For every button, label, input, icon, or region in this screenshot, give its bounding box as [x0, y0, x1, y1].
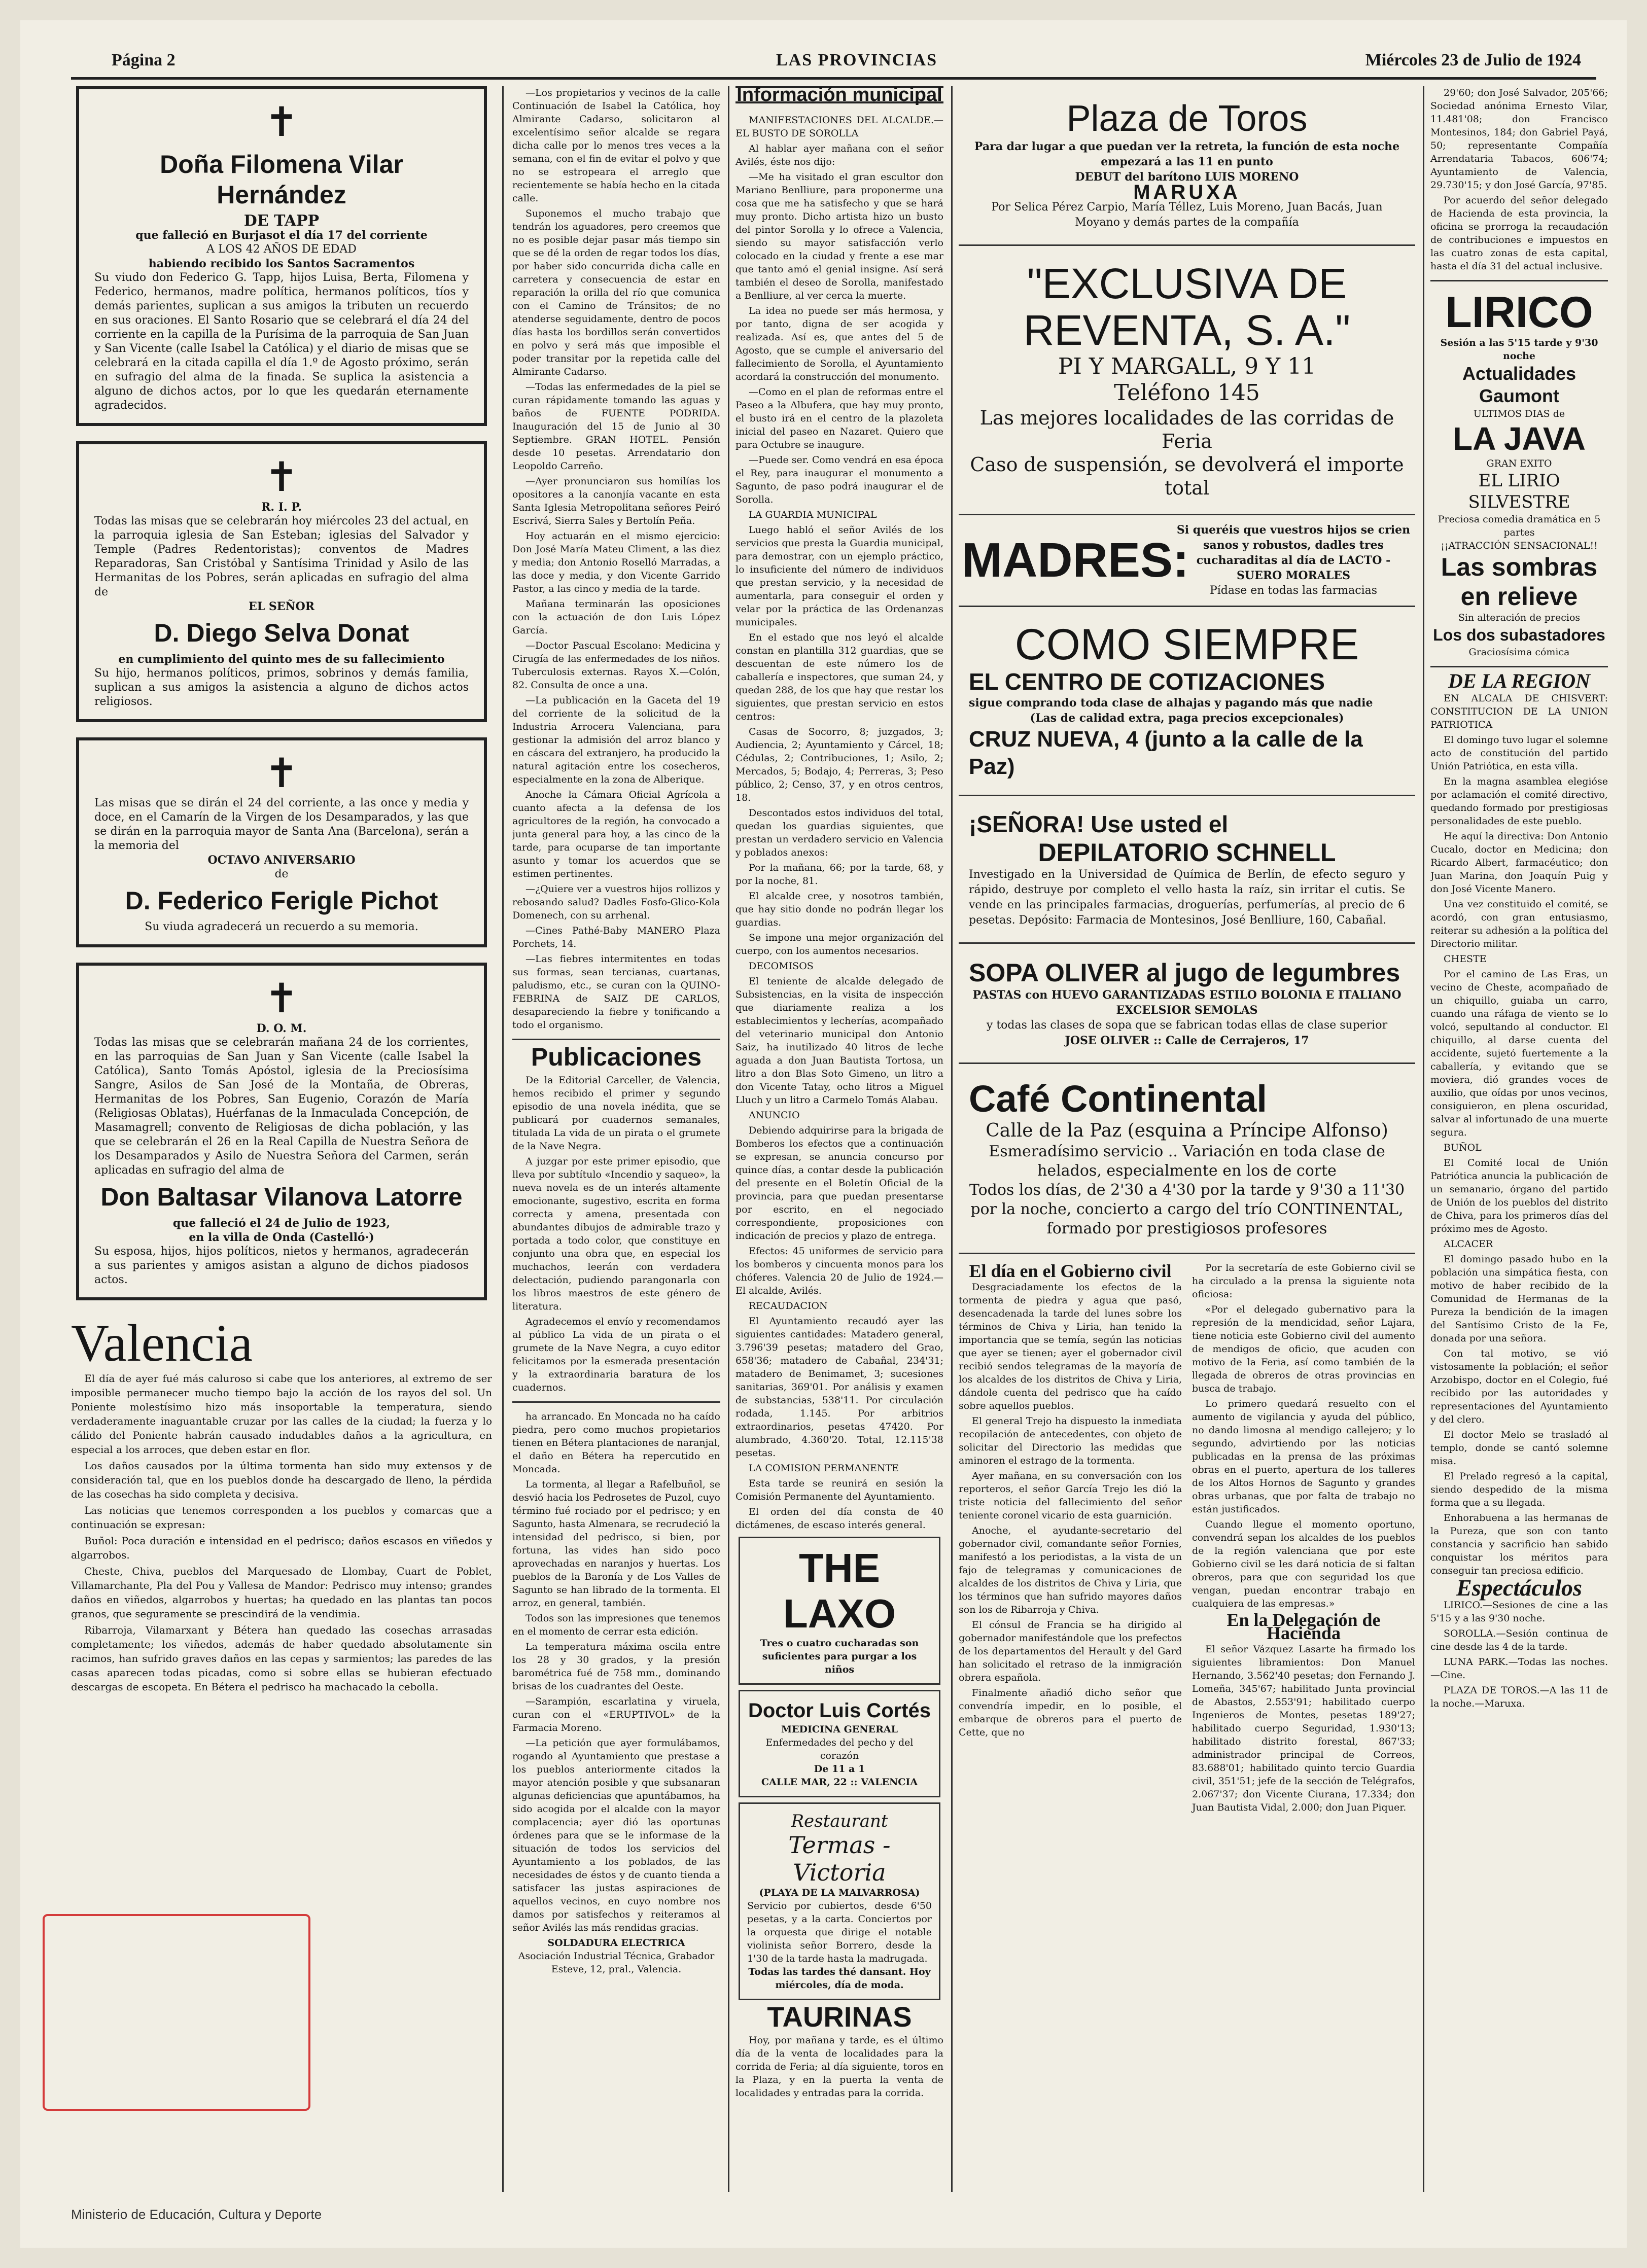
- lirico-last-days: ULTIMOS DIAS de: [1473, 408, 1565, 419]
- publicaciones-title: Publicaciones: [531, 1043, 702, 1071]
- obituary-vilanova: [76, 963, 487, 1300]
- news-paragraph: —Doctor Pascual Escolano: Medicina y Cirugía de las enfermedades de los niños. Tuberculosis externas. Rayos X.—Colón, 82. Consulta de once a una.: [512, 640, 720, 691]
- gobierno-paragraph: Anoche, el ayudante-secretario del gobernador civil, comandante señor Fornies, manifestó a los periodistas, a la vista de un fajo de telegramas y comunicaciones de alcaldes de los distritos de Chiva y Liria, que los términos que han sufrido mayores daños son los de Ribarroja y Chiva.: [959, 1525, 1182, 1615]
- sopa-text: PASTAS con HUEVO GARANTIZADAS ESTILO BOLONIA E ITALIANO EXCELSIOR SEMOLAS: [972, 988, 1401, 1017]
- municipal-subhead: DECOMISOS: [749, 961, 814, 972]
- lirico-film-3: Las sombras en relieve: [1441, 553, 1598, 611]
- newspaper-page: [20, 20, 1627, 2248]
- municipal-paragraph: —Me ha visitado el gran escultor don Mariano Benlliure, para proponerme una cosa que me ha satisfecho y que se hará muy pronto. Dicho artista hizo un busto del pintor Sorolla y lo ofrece a Valencia, siendo su mayor satisfacción verlo colocado en la ciudad y frente a ese mar que tanto amó el genial insigne. Así será también el deseo de Sorolla, manifestado a Benlliure, al ver cerca la muerte.: [735, 171, 943, 301]
- municipal-paragraph: —Como en el plan de reformas entre el Paseo a la Albufera, que hay muy pronto, el busto irá en el centro de la plazoleta inicial del paseo en Nazaret. Quiero que para Octubre se inaugure.: [735, 386, 943, 450]
- news-paragraph: —Ayer pronunciaron sus homilías los opositores a la canonjía vacante en esta Santa Iglesia Metropolitana señores Peiró Escrivá, Sierra Sales y Bertolín Peña.: [512, 476, 720, 526]
- obituary-title: EL SEÑOR: [248, 600, 315, 613]
- exclusiva-ad: [962, 253, 1412, 507]
- municipal-paragraph: El teniente de alcalde delegado de Subsistencias, en la visita de inspección que diariamente realiza a los establecimientos y lecherías, acompañado del veterinario municipal don Antonio Saiz, ha inutilizado 40 litros de leche aguada a don Juan Bautista Tortosa, un litro a don Blas Soto Gimeno, un litro a don Vicente Tatay, ocho litros a Miguel Lluch y un litro a Carmelo Tomás Alabau.: [735, 976, 943, 1106]
- gobierno-paragraph: El cónsul de Francia se ha dirigido al gobernador manifestándole que los prefectos de los departamentos del Herault y del Gard han solicitado el retraso de la inmigración obrera española.: [959, 1619, 1182, 1683]
- gobierno-paragraph: Lo primero quedará resuelto con el aumento de vigilancia y ayuda del público, no dando limosna al mendigo callejero; y lo segundo, advirtiendo por las noticias publicadas en la prensa de las próximas obras en el puerto, apertura de los talleres de los Altos Hornos de Sagunto y grandes obras urbanas, que por falta de trabajo no están justificados.: [1192, 1398, 1415, 1515]
- obituary-de: de: [274, 868, 289, 880]
- municipal-subhead: LA COMISION PERMANENTE: [749, 1463, 899, 1474]
- restaurant-text-2: Todas las tardes thé dansant. Hoy miércoles, día de moda.: [748, 1966, 931, 1991]
- obituary-text: Todas las misas que se celebrarán hoy miércoles 23 del actual, en la parroquia iglesia de San Esteban; iglesias del Salvador y Temple (Padres Redentoristas); conventos de Madres Reparadoras, San Cristóbal y Santísima Trinidad y Asilo de las Hermanitas de los Pobres, serán aplicadas en sufragio del alma de: [94, 515, 469, 598]
- doctor-hours: De 11 a 1: [814, 1763, 865, 1775]
- ad-rule: [959, 795, 1415, 796]
- obituary-vilar: [76, 86, 487, 426]
- exclusiva-title-2: REVENTA, S. A.": [1023, 306, 1351, 354]
- obituary-text: Las misas que se dirán el 24 del corriente, a las once y media y doce, en el Camarín de la Virgen de los Desamparados, y las que se dirán en la parroquia mayor de Santa Ana (Barcelona), serán a la memoria del: [94, 797, 469, 852]
- restaurant-name: Termas - Victoria: [788, 1831, 891, 1886]
- madres-text-2: Pídase en todas las farmacias: [1209, 584, 1378, 597]
- municipal-subhead: LA GUARDIA MUNICIPAL: [749, 509, 877, 520]
- newspaper-name: LAS PROVINCIAS: [776, 51, 937, 69]
- valencia-paragraph: Las noticias que tenemos corresponden a los pueblos y comarcas que a continuación se expresan:: [71, 1504, 492, 1531]
- depilatorio-text: Investigado en la Universidad de Química de Berlín, de efecto seguro y rápido, destruye por completo el vello hasta la raíz, sin irritar el cutis. Se vende en las principales farmacias, droguerías, perfumerías, al precio de 6 pesetas. Depósito: Farmacia de Montesinos, José Benlliure, 160, Cabañal.: [969, 868, 1405, 927]
- lirico-success: GRAN EXITO: [1486, 458, 1552, 469]
- news-paragraph: —Sarampión, escarlatina y viruela, curan con el «ERUPTIVOL» de la Farmacia Moreno.: [512, 1696, 720, 1733]
- obituary-name: Don Baltasar Vilanova Latorre: [100, 1183, 463, 1211]
- obituary-name: Doña Filomena Vilar Hernández: [160, 150, 403, 209]
- obituary-place: en la villa de Onda (Castelló·): [189, 1231, 374, 1244]
- ad-rule: [959, 514, 1415, 515]
- obituary-text: Su viudo don Federico G. Tapp, hijos Luisa, Berta, Filomena y Federico, hermanos, madre política, hermanos políticos, tíos y demás parientes, suplican a sus amigos la tributen un recuerdo en sus oraciones. El Santo Rosario que se celebrará el día 24 del corriente en la capilla de la Purísima de la parroquia de San Juan y San Vicente (calle Isabel la Católica) y el diario de misas que se celebrará en la citada capilla el día 1.º de Agosto próximo, serán en sufragio del alma de la finada. Se suplica la asistencia a alguno de dichos actos, por lo que les quedarán eternamente agradecidos.: [94, 271, 469, 412]
- lirico-prices: Sin alteración de precios: [1458, 612, 1581, 623]
- lirico-film-2-desc: Preciosa comedia dramática en 5 partes: [1438, 514, 1601, 538]
- obituary-subname: DE TAPP: [243, 212, 320, 230]
- doctor-text: Enfermedades del pecho y del corazón: [765, 1737, 914, 1761]
- sopa-text-2: y todas las clases de sopa que se fabrican todas ellas de clase superior: [986, 1019, 1388, 1032]
- municipal-paragraph: Debiendo adquirirse para la brigada de Bomberos los efectos que a continuación se expresan, se anuncia concurso por quince días, a contar desde la publicación del presente en el Boletín Oficial de la provincia, para que puedan presentarse por escrito, en el negociado correspondiente, proposiciones con indicación de precios y plazo de entrega.: [735, 1125, 943, 1242]
- espectaculo-item: PLAZA DE TOROS.—A las 11 de la noche.—Maruxa.: [1430, 1685, 1608, 1709]
- news-paragraph: Todos son las impresiones que tenemos en el momento de cerrar esta edición.: [512, 1613, 720, 1637]
- ad-rule: [959, 244, 1415, 246]
- region-paragraph: He aquí la directiva: Don Antonio Cucalo, doctor en Medicina; don Ricardo Albert, farmacéutico; don Juan Marina, don Joaquín Puig y don José Vicente Manero.: [1430, 831, 1608, 895]
- obituary-sacraments: habiendo recibido los Santos Sacramentos: [148, 257, 415, 270]
- como-text: sigue comprando toda clase de alhajas y pagando más que nadie: [969, 696, 1373, 710]
- como-text-2: (Las de calidad extra, paga precios excepcionales): [1030, 712, 1344, 725]
- obituary-month: en cumplimiento del quinto mes de su fallecimiento: [118, 653, 445, 666]
- espectaculo-item: LIRICO.—Sesiones de cine a las 5'15 y a las 9'30 noche.: [1430, 1600, 1608, 1624]
- region-paragraph: En la magna asamblea elegióse por aclamación el comité directivo, quedando formado por prestigiosas personalidades de este pueblo.: [1430, 776, 1608, 827]
- hacienda-title: En la Delegación de Hacienda: [1227, 1610, 1381, 1643]
- laxo-title: THE LAXO: [783, 1545, 896, 1636]
- espectaculos-title: Espectáculos: [1456, 1575, 1582, 1601]
- section-rule: [512, 1401, 720, 1403]
- gobierno-paragraph: Por la secretaría de este Gobierno civil se ha circulado a la prensa la siguiente nota oficiosa:: [1192, 1262, 1415, 1300]
- news-paragraph: —Las fiebres intermitentes en todas sus formas, sean tercianas, cuartanas, paludismo, etc., se curan con la QUINO-FEBRINA de SAIZ DE CARLOS, desapareciendo la fiebre y tonificando a todo el organismo.: [512, 953, 720, 1031]
- news-paragraph: —La publicación en la Gaceta del 19 del corriente de la solicitud de la Industria Arrocera Valenciana, para gestionar la admisión del arroz blanco y en cáscara del extranjero, ha producido la natural agitación entre los cosecheros, especialmente en la zona de Alberique.: [512, 695, 720, 785]
- municipal-subhead: RECAUDACION: [749, 1300, 828, 1312]
- como-subtitle: EL CENTRO DE COTIZACIONES: [969, 668, 1325, 695]
- plaza-text: Para dar lugar a que puedan ver la retreta, la función de esta noche empezará a las 11 en punto: [974, 140, 1400, 168]
- region-paragraph: Con tal motivo, se vió vistosamente la población; el señor Arzobispo, doctor en el Colegio, fué recibido por las autoridades y representaciones del Ayuntamiento y del clero.: [1430, 1348, 1608, 1425]
- obituary-died: que falleció el 24 de Julio de 1923,: [172, 1217, 391, 1230]
- espectaculo-item: LUNA PARK.—Todas las noches.—Cine.: [1430, 1656, 1608, 1681]
- cross-icon: ✝: [264, 750, 299, 797]
- restaurant-label: Restaurant: [791, 1811, 888, 1831]
- column-obituaries: [71, 86, 492, 2192]
- gobierno-paragraph: «Por el delegado gubernativo para la represión de la mendicidad, señor Lajara, tiene noticia este Gobierno civil del aumento de mendigos de oficio, que acuden con motivo de la Feria, así como también de la llegada de obreros de otras provincias en busca de trabajo.: [1192, 1304, 1415, 1394]
- news-paragraph: ha arrancado. En Moncada no ha caído piedra, pero como muchos propietarios tienen en Bétera plantaciones de naranjal, el daño en Bétera ha repercutido en Moncada.: [512, 1411, 720, 1475]
- ad-rule: [959, 1253, 1415, 1254]
- taurinas-paragraph: Hoy, por mañana y tarde, es el último día de la venta de localidades para la corrida de Feria; al día siguiente, toros en la Plaza, y en la puerta la venta de localidades y entradas para la corrida.: [735, 2035, 943, 2099]
- taurinas-title: TAURINAS: [767, 2001, 912, 2033]
- news-paragraph: —La petición que ayer formulábamos, rogando al Ayuntamiento que prestase a los pueblos anteriormente citados la mayor atención posible y que subsanaran algunas deficiencias que apuntábamos, ha sido acogida por el alcalde con la mayor complacencia; ayer dió las oportunas órdenes para que se le informase de la situación de todos los servicios del Ayuntamiento a los poblados, de las necesidades de éstos y de cuanto tienda a satisfacer las justas aspiraciones de aquellos vecinos, en cuyo nombre nos damos por satisfechos y reiteramos al señor Avilés las más rendidas gracias.: [512, 1738, 720, 1933]
- hacienda-paragraph: El señor Vázquez Lasarte ha firmado los siguientes libramientos: Don Manuel Hernando, 3.562'40 pesetas; don Fernando J. Lomeña, 345'67; habilitado Junta provincial de Abastos, 2.553'91; habilitado cuerpo Ingenieros de Montes, pesetas 189'27; habilitado cuerpo Seguridad, 1.930'13; habilitado distrito forestal, 867'33; administrador principal de Correos, 83.688'01; habilitado quinto tercio Guardia civil, 351'51; jefe de la sección de Telégrafos, 2.067'37; don Vicente Ciurana, 17.334; don Juan Bautista Vidal, 2.000; don Juan Piquer.: [1192, 1644, 1415, 1813]
- region-paragraph: Enhorabuena a las hermanas de la Pureza, que son con tanto constancia y sacrificio han sabido conquistar los méritos para conseguir tan preciosa edificio.: [1430, 1512, 1608, 1576]
- soldadura-ad-text: Asociación Industrial Técnica, Grabador Esteve, 12, pral., Valencia.: [518, 1951, 715, 1975]
- news-paragraph: Suponemos el mucho trabajo que tendrán los aguadores, pero creemos que no es posible dejar pasar más tiempo sin que se dé la orden de regar todos los días, por haber sido concurrida dicha calle en carretera y consecuencia de estar en reparación la orilla del río que comunica con el Camino de Tránsitos; de no atenderse seguidamente, dentro de pocos días hasta los bordillos serán convertidos en polvo y será más que imposible el poder transitar por la repetida calle del Almirante Cadarso.: [512, 208, 720, 377]
- obituary-age: A LOS 42 AÑOS DE EDAD: [206, 243, 357, 256]
- valencia-paragraph: Los daños causados por la última tormenta han sido muy extensos y de consideración tal, que en los pueblos donde ha descargado de lleno, la pérdida de las cosechas ha sido completa y decisiva.: [71, 1460, 492, 1500]
- valencia-paragraph: Buñol: Poca duración e intensidad en el pedrisco; daños escasos en viñedos y algarrobos.: [71, 1535, 492, 1561]
- soldadura-ad-title: SOLDADURA ELECTRICA: [547, 1937, 685, 1948]
- sopa-address: JOSE OLIVER :: Calle de Cerrajeros, 17: [1065, 1034, 1309, 1047]
- municipal-paragraph: El Ayuntamiento recaudó ayer las siguientes cantidades: Matadero general, 3.796'39 pesetas; matadero del Grao, 658'36; matadero de Cabañal, 234'31; matadero de Benimamet, 3; sucesiones sanitarias, 369'01. Por análisis y examen de substancias, 538'11. Por circulación rodada, 1.145. Por arbitrios extraordinarios, pesetas 47420. Por alumbrado, 4.360'20. Total, 12.115'38 pesetas.: [735, 1316, 943, 1459]
- region-subhead: BUÑOL: [1444, 1142, 1482, 1153]
- region-paragraph: Por el camino de Las Eras, un vecino de Cheste, acompañado de un chiquillo, guiaba un carro, cuando una ráfaga de viento se lo volcó, sepultando al conductor. El chiquillo, al darse cuenta del accidente, sujetó fuertemente a la caballería, y evitando que se moviera, dió grandes voces de auxilio, que oídas por unos vecinos, consiguieron, en plena oscuridad, salvar al infortunado de una muerte segura.: [1430, 969, 1608, 1138]
- gobierno-title: El día en el Gobierno civil: [969, 1261, 1172, 1281]
- gobierno-paragraph: El general Trejo ha dispuesto la inmediata recopilación de antecedentes, con objeto de solicitar del Directorio las medidas que aminoren el estrago de la tormenta.: [959, 1415, 1182, 1466]
- restaurant-ad: [739, 1802, 940, 2000]
- sopa-title: SOPA OLIVER al jugo de legumbres: [969, 959, 1400, 987]
- exclusiva-text: Las mejores localidades de las corridas de Feria: [979, 407, 1394, 452]
- gobierno-paragraph: Finalmente añadió dicho señor que convendría impedir, en lo posible, el embarque de obreros para el puerto de Cette, que no: [959, 1687, 1182, 1738]
- lirico-film-4: Los dos subastadores: [1433, 626, 1605, 644]
- municipal-paragraph: En el estado que nos leyó el alcalde constan en plantilla 312 guardias, que se descuentan de este número los de caballería e inspectores, que suman 24, y quedan 288, de los que hay que restar los siguientes, que prestan servicio en estos centros:: [735, 632, 943, 722]
- gobierno-paragraph: Cuando llegue el momento oportuno, convendrá sepan los alcaldes de los pueblos de la región valenciana que por este Gobierno civil se les dará noticia de si faltan obreros, para que con seguridad los que vengan, puedan encontrar trabajo en cualquiera de las empresas.»: [1192, 1519, 1415, 1609]
- cross-icon: ✝: [264, 975, 299, 1022]
- plaza-show: MARUXA: [1133, 181, 1241, 203]
- municipal-paragraph: Se impone una mejor organización del cuerpo, con los aumentos necesarios.: [735, 932, 943, 956]
- hacienda-continued-2: Por acuerdo del señor delegado de Hacienda de esta provincia, la oficina se prorroga la recaudación de contribuciones e impuestos en las cuatro zonas de esta capital, hasta el día 31 del actual inclusive.: [1430, 195, 1608, 272]
- news-paragraph: Hoy actuarán en el mismo ejercicio: Don José María Mateu Climent, a las diez y media; don Antonio Roselló Marradas, a las doce y media, y don Vicente Garrido Pastor, a las cinco y media de la tarde.: [512, 530, 720, 594]
- municipal-paragraph: MANIFESTACIONES DEL ALCALDE.—EL BUSTO DE SOROLLA: [735, 115, 943, 139]
- highlight-box: [43, 1914, 310, 2111]
- plaza-title: Plaza de Toros: [1066, 98, 1308, 139]
- como-title: COMO SIEMPRE: [1014, 620, 1359, 669]
- section-rule: [1430, 280, 1608, 281]
- valencia-paragraph-highlighted: Cheste, Chiva, pueblos del Marquesado de Llombay, Cuart de Poblet, Villamarchante, Pla del Pou y Vallesa de Mandor: Pedrisco muy intenso; grandes daños en viñedos, algarrobos y huertas; ha quedado en las plantas tan pocos granos, que seguramente se prescindirá de la vendimia.: [71, 1565, 492, 1620]
- lirico-ad: [1430, 289, 1608, 659]
- region-subhead: EN ALCALA DE CHISVERT: CONSTITUCION DE LA UNION PATRIOTICA: [1430, 693, 1608, 730]
- publication-paragraph: Agradecemos el envío y recomendamos al público La vida de un pirata o el grumete de la Nave Negra, a cuyo editor felicitamos por la esmerada presentación y la extraordinaria baratura de los cuadernos.: [512, 1316, 720, 1393]
- lirico-title: LIRICO: [1445, 288, 1593, 337]
- info-municipal-title: Información municipal: [735, 86, 943, 103]
- news-paragraph: —Todas las enfermedades de la piel se curan rápidamente tomando las aguas y baños de FUENTE PODRIDA. Inauguración del 15 de Junio al 30 Septiembre. GRAN HOTEL. Pensión desde 10 pesetas. Arrendatario don Leopoldo Carreño.: [512, 381, 720, 472]
- region-subhead: ALCACER: [1444, 1238, 1493, 1250]
- municipal-paragraph: Al hablar ayer mañana con el señor Avilés, éste nos dijo:: [735, 143, 943, 167]
- obituary-ferigle: [76, 737, 487, 947]
- column-divider: [502, 86, 504, 2192]
- rip-label: R. I. P.: [261, 501, 302, 514]
- municipal-paragraph: Descontados estos individuos del total, quedan los guardias siguientes, que prestan un verdadero servicio en Valencia y poblados anexos:: [735, 807, 943, 858]
- region-paragraph: Una vez constituido el comité, se acordó, con gran entusiasmo, reiterar su adhesión a la política del Directorio militar.: [1430, 899, 1608, 949]
- plaza-cast: Por Selica Pérez Carpio, María Téllez, Luis Moreno, Juan Bacás, Juan Moyano y demás partes de la compañía: [991, 201, 1383, 229]
- column-municipal: [735, 86, 943, 2192]
- column-divider: [728, 86, 729, 2192]
- doctor-ad: [739, 1690, 940, 1797]
- column-region: [1430, 86, 1608, 2192]
- gobierno-paragraph: Ayer mañana, en su conversación con los reporteros, el señor García Trejo les dió la triste noticia del fallecimiento del señor teniente coronel vicario de esta guarnición.: [959, 1470, 1182, 1521]
- municipal-paragraph: Esta tarde se reunirá en sesión la Comisión Permanente del Ayuntamiento.: [735, 1478, 943, 1502]
- obituary-selva: [76, 441, 487, 722]
- gobierno-block: [959, 1261, 1415, 1816]
- espectaculo-item: SOROLLA.—Sesión continua de cine desde las 4 de la tarde.: [1430, 1628, 1608, 1652]
- column-news: [512, 86, 720, 2192]
- municipal-paragraph: El alcalde cree, y nosotros también, que hay sitio donde no podrán llegar los guardias.: [735, 891, 943, 928]
- region-title: DE LA REGION: [1448, 669, 1591, 692]
- lirico-film-2: EL LIRIO SILVESTRE: [1468, 471, 1570, 512]
- obituary-text: Todas las misas que se celebrarán mañana 24 de los corrientes, en las parroquias de San Juan y San Vicente (calle Isabel la Católica), Santo Tomás Apóstol, iglesia de la Preciosísima Sangre, Asilos de San José de la Montaña, de Obreras, Hermanitas de los Pobres, San Eugenio, Corazón de María (Religiosas Oblatas), Huérfanas de la Inmaculada Concepción, de Masamagrell; convento de Religiosas de dicha población, y las que se celebrarán el 26 en la Real Capilla de Nuestra Señora de los Desamparados y Asilo de Nuestra Señora del Carmen, serán aplicadas en sufragio del alma de: [94, 1036, 469, 1177]
- ad-rule: [959, 1062, 1415, 1064]
- cross-icon: ✝: [264, 98, 299, 146]
- cafe-title: Café Continental: [969, 1078, 1267, 1120]
- ad-rule: [959, 942, 1415, 944]
- cafe-text-2: Todos los días, de 2'30 a 4'30 por la tarde y 9'30 a 11'30 por la noche, concierto a cargo del trío CONTINENTAL, formado por prestigiosos profesores: [969, 1181, 1405, 1237]
- doctor-specialty: MEDICINA GENERAL: [781, 1724, 898, 1735]
- news-paragraph: La temperatura máxima oscila entre los 28 y 30 grados, y la presión barométrica fué de 758 mm., dominando brisas de los cuadrantes del Oeste.: [512, 1641, 720, 1692]
- lirico-attraction: ¡¡ATRACCIÓN SENSACIONAL!!: [1441, 540, 1598, 551]
- valencia-section-title: Valencia: [71, 1314, 253, 1372]
- section-rule: [1430, 666, 1608, 667]
- region-paragraph: El Prelado regresó a la capital, siendo despedido de la misma forma que a su llegada.: [1430, 1471, 1608, 1508]
- depilatorio-title: ¡SEÑORA! Use usted el: [969, 811, 1229, 837]
- cafe-ad: [962, 1071, 1412, 1246]
- doctor-address: CALLE MAR, 22 :: VALENCIA: [761, 1777, 918, 1788]
- municipal-paragraph: Efectos: 45 uniformes de servicio para los bomberos y cincuenta monos para los chóferes. Valencia 20 de Julio de 1924.—El alcalde, Avilés.: [735, 1246, 943, 1296]
- header-rule: [71, 77, 1596, 80]
- hacienda-continued: 29'60; don José Salvador, 205'66; Sociedad anónima Ernesto Vilar, 11.481'08; don Francisco Montesinos, 184; don Gabriel Payá, 50; representante Compañía Arrendataria Tabacos, 606'74; Ayuntamiento de Valencia, 29.730'15; y don José García, 97'85.: [1430, 87, 1608, 191]
- column-divider: [951, 86, 953, 2192]
- news-paragraph: Anoche la Cámara Oficial Agrícola a cuanto afecta a la defensa de los agricultores de la región, ha convocado a junta general para hoy, a las cinco de la tarde, para ocuparse de tan importante asunto y tomar los acuerdos que se estimen pertinentes.: [512, 789, 720, 879]
- lirico-film-4-desc: Graciosísima cómica: [1468, 647, 1570, 658]
- news-paragraph: —Los propietarios y vecinos de la calle Continuación de Isabel la Católica, hoy Almirante Cadarso, solicitaron al excelentísimo señor alcalde se regara dicha calle por lo menos tres veces a la semana, con el fin de evitar el polvo y que no se estropeara el arreglo que recientemente se había hecho en la citada calle.: [512, 87, 720, 204]
- depilatorio-name: DEPILATORIO SCHNELL: [1038, 838, 1336, 867]
- valencia-paragraph: El día de ayer fué más caluroso si cabe que los anteriores, al extremo de ser imposible permanecer mucho tiempo bajo la acción de los rayos del sol. Un Poniente molestísimo hizo más insoportable la temperatura, siendo verdaderamente inaguantable cruzar por las calles de la ciudad; la fuerza y lo cálido del Poniente habrán causado indudables daños a la agricultura, en especial a los arroces, que deben estar en flor.: [71, 1372, 492, 1456]
- plaza-toros-ad: [962, 91, 1412, 237]
- lirico-news: Actualidades Gaumont: [1462, 363, 1576, 406]
- lirico-sessions: Sesión a las 5'15 tarde y 9'30 noche: [1440, 337, 1598, 362]
- laxo-text: Tres o cuatro cucharadas son suficientes para purgar a los niños: [760, 1638, 919, 1675]
- plaza-debut: DEBUT del barítono LUIS MORENO: [1075, 170, 1299, 184]
- region-paragraph: El doctor Melo se trasladó al templo, donde se cantó solemne misa.: [1430, 1429, 1608, 1467]
- como-address: CRUZ NUEVA, 4 (junto a la calle de la Paz): [969, 727, 1363, 779]
- obituary-anniversary: OCTAVO ANIVERSARIO: [207, 854, 356, 867]
- news-paragraph: Mañana terminarán las oposiciones con la actuación de don Luis López García.: [512, 598, 720, 636]
- madres-text: Si queréis que vuestros hijos se crien sanos y robustos, dadles tres cucharaditas al día de LACTO - SUERO MORALES: [1176, 523, 1411, 582]
- obituary-name: D. Diego Selva Donat: [154, 619, 409, 647]
- municipal-paragraph: Luego habló el señor Avilés de los servicios que presta la Guardia municipal, para demostrar, con un ejemplo práctico, lo insuficiente del número de individuos que prestan servicio, y la necesidad de aumentarla, para conseguir el orden y velar por la práctica de las Ordenanzas municipales.: [735, 524, 943, 628]
- dom-label: D. O. M.: [256, 1022, 307, 1035]
- cross-icon: ✝: [264, 453, 299, 501]
- news-paragraph: La tormenta, al llegar a Rafelbuñol, se desvió hacia los Pedrosetes de Puzol, cuyo término fué rociado por el pedrisco; y en Sagunto, hasta Almenara, se recrudeció la intensidad del pedrisco, si bien, por fortuna, las vides han sido poco aprovechadas en naranjos y huertas. Los pueblos de la Baronía y de Los Valles de Sagunto se han librado de la tormenta. El arroz, en general, también.: [512, 1479, 720, 1609]
- depilatorio-ad: [962, 803, 1412, 935]
- sopa-ad: [962, 951, 1412, 1055]
- doctor-name: Doctor Luis Cortés: [748, 1699, 931, 1722]
- municipal-paragraph: El orden del día consta de 40 dictámenes, de escaso interés general.: [735, 1506, 943, 1531]
- footer-credit: Ministerio de Educación, Cultura y Deporte: [71, 2207, 322, 2222]
- obituary-text-2: Su hijo, hermanos políticos, primos, sobrinos y demás familia, suplican a sus amigos la asistencia a alguno de dichos actos religiosos.: [94, 667, 469, 708]
- publication-paragraph: De la Editorial Carceller, de Valencia, hemos recibido el primer y segundo episodio de una novela inédita, que se publicará por cuadernos semanales, titulada La vida de un pirata o el grumete de la Nave Negra.: [512, 1075, 720, 1152]
- page-header: [91, 46, 1581, 76]
- lirico-film-title: LA JAVA: [1453, 420, 1586, 457]
- section-rule: [512, 1039, 720, 1040]
- region-paragraph: El domingo tuvo lugar el solemne acto de constitución del partido Unión Patriótica, en esta villa.: [1430, 734, 1608, 772]
- cafe-text: Esmeradísimo servicio .. Variación en toda clase de helados, especialmente en los de corte: [989, 1143, 1385, 1180]
- page-number: Página 2: [112, 51, 176, 69]
- gobierno-paragraph: Desgraciadamente los efectos de la tormenta de piedra y agua que pasó, desencadenada la tarde del lunes sobre los términos de Chiva y Liria, han tenido la importancia que se temía, según las noticias que ayer se tienen; ayer el gobernador civil recibió sendos telegramas de la mayoría de los alcaldes de los distritos de Chiva y Liria, dándole cuenta del pedrisco que ha caído sobre aquellos pueblos.: [959, 1282, 1182, 1411]
- publication-paragraph: A juzgar por este primer episodio, que lleva por subtítulo «Incendio y saqueo», la nueva novela es de un interés altamente emocionante, sugestivo, escrita en forma correcta y amena, presentada con abundantes dibujos de admirable trazo y portada a todo color, que constituye en conjunto una obra que, en especial los muchachos, leerán con verdadera delectación, pudiendo parangonarla con los libros maestros de este género de literatura.: [512, 1156, 720, 1312]
- column-divider: [1423, 86, 1424, 2192]
- region-paragraph: El domingo pasado hubo en la población una simpática fiesta, con motivo de haber recibido de la Comunidad de Hermanas de la Pureza la bendición de la imagen del Santísimo Cristo de la Fe, donada por una señora.: [1430, 1254, 1608, 1344]
- cafe-address: Calle de la Paz (esquina a Príncipe Alfonso): [986, 1120, 1388, 1141]
- municipal-paragraph: —Puede ser. Como vendrá en esa época el Rey, para inaugurar el monumento a Sagunto, de paso podrá inaugurar el de Sorolla.: [735, 454, 943, 505]
- obituary-text-2: Su esposa, hijos, hijos políticos, nietos y hermanos, agradecerán a sus parientes y amigos asistan a alguno de dichos piadosos actos.: [94, 1245, 469, 1286]
- column-ads: [959, 86, 1415, 2192]
- madres-ad: [962, 522, 1412, 598]
- news-paragraph: —Cines Pathé-Baby MANERO Plaza Porchets, 14.: [512, 925, 720, 949]
- news-paragraph: —¿Quiere ver a vuestros hijos rollizos y rebosando salud? Dadles Fosfo-Glico-Kola Domenech, con su arrhenal.: [512, 883, 720, 921]
- exclusiva-address: PI Y MARGALL, 9 Y 11: [1058, 353, 1316, 379]
- laxo-ad: [739, 1537, 940, 1685]
- restaurant-location: (PLAYA DE LA MALVARROSA): [759, 1887, 920, 1898]
- municipal-paragraph: La idea no puede ser más hermosa, y por tanto, digna de ser acogida y realizada. Así es, que antes del 5 de Agosto, que se cumple el aniversario del fallecimiento de Sorolla, el Ayuntamiento acordará la construcción del monumento.: [735, 305, 943, 382]
- madres-title: MADRES:: [962, 533, 1189, 587]
- region-subhead: CHESTE: [1444, 953, 1487, 965]
- restaurant-text: Servicio por cubiertos, desde 6'50 pesetas, y a la carta. Conciertos por la orquesta que dirige el notable violinista señor Borrero, desde la 1'30 de la tarde hasta la madrugada.: [747, 1900, 932, 1964]
- municipal-paragraph: Por la mañana, 66; por la tarde, 68, y por la noche, 81.: [735, 862, 943, 887]
- valencia-paragraph: Ribarroja, Vilamarxant y Bétera han quedado las cosechas arrasadas completamente; los viñedos, además de haber quedado absolutamente sin racimos, han sufrido graves daños en las cepas y sarmientos; las paredes de las casas aparecen todas picadas, como si sobre ellas se hubieran efectuado descargas de escopeta. En Bétera el pedrisco ha machacado la cebolla.: [71, 1624, 492, 1693]
- region-paragraph: El Comité local de Unión Patriótica anuncia la publicación de un semanario, órgano del partido de Unión de los pueblos del distrito de Chiva, para los primeros días del próximo mes de Agosto.: [1430, 1157, 1608, 1234]
- ad-rule: [959, 606, 1415, 607]
- obituary-name: D. Federico Ferigle Pichot: [125, 887, 438, 915]
- exclusiva-text-2: Caso de suspensión, se devolverá el importe total: [970, 453, 1404, 499]
- issue-date: Miércoles 23 de Julio de 1924: [1365, 51, 1581, 69]
- municipal-paragraph: Casas de Socorro, 8; juzgados, 3; Audiencia, 2; Ayuntamiento y Cárcel, 18; Cédulas, 2; Contribuciones, 1; Asilo, 2; Mercados, 5; Bodajo, 4; Perreras, 3; Peso público, 2; Censo, 37, y en otros centros, 18.: [735, 726, 943, 803]
- obituary-text-2: Su viuda agradecerá un recuerdo a su memoria.: [145, 920, 418, 933]
- municipal-subhead: ANUNCIO: [749, 1110, 800, 1121]
- obituary-died: que falleció en Burjasot el día 17 del corriente: [135, 229, 428, 242]
- exclusiva-phone: Teléfono 145: [1114, 380, 1260, 406]
- como-siempre-ad: [962, 614, 1412, 788]
- exclusiva-title-1: "EXCLUSIVA DE: [1027, 260, 1347, 307]
